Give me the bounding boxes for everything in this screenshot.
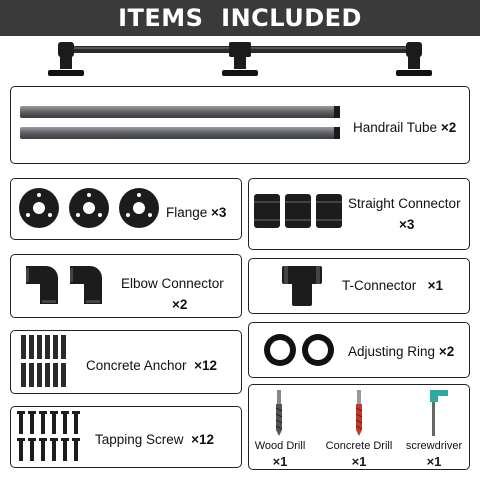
concrete-drill-qty: ×1	[351, 454, 367, 469]
screwdriver-qty: ×1	[426, 454, 442, 469]
t-connector-icon	[282, 264, 322, 308]
handrail-tube-label: Handrail Tube ×2	[353, 120, 457, 135]
adjusting-ring-label: Adjusting Ring ×2	[348, 344, 455, 359]
straight-connector-qty: ×3	[399, 217, 415, 232]
wood-drill-icon	[274, 390, 284, 436]
wood-drill-qty: ×1	[272, 454, 288, 469]
elbow-connector-qty: ×2	[172, 297, 188, 312]
t-connector-label: T-Connector ×1	[342, 278, 443, 293]
flange-label: Flange ×3	[166, 205, 227, 220]
tapping-screw-label: Tapping Screw ×12	[95, 432, 214, 447]
concrete-anchor-label: Concrete Anchor ×12	[86, 358, 217, 373]
elbow-icon	[22, 264, 106, 308]
handrail-assembly-icon	[40, 38, 440, 82]
page-title: ITEMS INCLUDED	[118, 4, 362, 32]
screwdriver-icon	[424, 388, 452, 438]
anchor-icon	[20, 334, 70, 390]
concrete-drill-label: Concrete Drill	[325, 440, 393, 452]
screwdriver-label: screwdriver	[405, 440, 463, 452]
straight-connector-icon	[254, 192, 344, 232]
tube-icon	[20, 104, 342, 144]
wood-drill-label: Wood Drill	[254, 440, 306, 452]
flange-icon	[18, 186, 160, 230]
concrete-drill-icon	[354, 390, 364, 436]
straight-connector-label: Straight Connector	[348, 196, 461, 211]
ring-icon	[262, 332, 338, 368]
page-header	[0, 0, 480, 36]
elbow-connector-label: Elbow Connector	[121, 276, 224, 291]
screw-icon	[16, 410, 84, 464]
